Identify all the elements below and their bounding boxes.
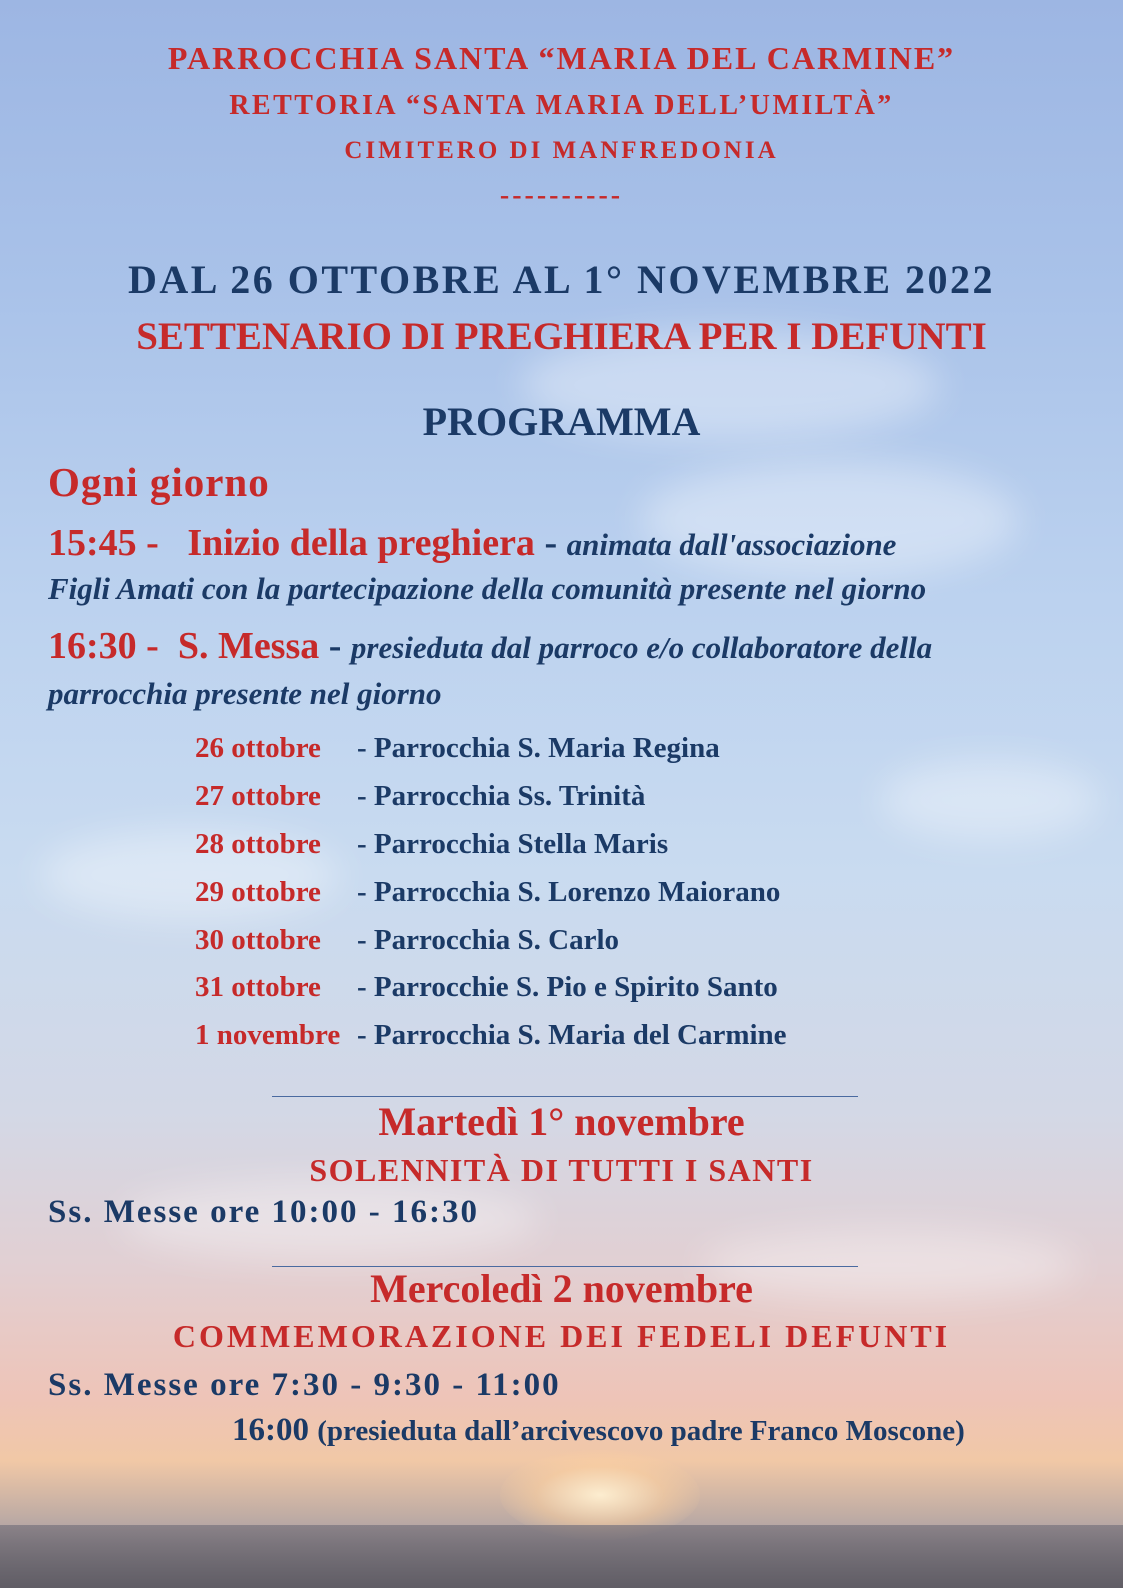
- prayer-description: animata dall'associazione: [566, 527, 897, 562]
- cemetery-name: CIMITERO DI MANFREDONIA: [344, 137, 779, 164]
- daily-heading: Ogni giorno: [48, 459, 270, 505]
- mass-title: S. Messa: [177, 625, 320, 667]
- schedule-parish: - Parrocchia S. Carlo: [357, 924, 620, 956]
- cloud: [880, 760, 1100, 840]
- mass-dash: -: [328, 625, 342, 667]
- mass-time: 16:30 -: [48, 625, 159, 667]
- schedule-parish: - Parrocchia Ss. Trinità: [357, 780, 646, 812]
- schedule-row: [195, 828, 668, 861]
- mass-line: [48, 624, 932, 668]
- schedule-date: 26 ottobre: [195, 732, 321, 764]
- prayer-line: [48, 521, 896, 565]
- schedule-row: [195, 971, 778, 1004]
- schedule-row: [195, 1019, 787, 1052]
- schedule-row: [195, 924, 619, 957]
- schedule-date: 27 ottobre: [195, 780, 321, 812]
- prayer-time: 15:45 -: [48, 522, 159, 564]
- prayer-dash: -: [544, 522, 558, 564]
- schedule-parish: - Parrocchia S. Maria Regina: [357, 732, 720, 764]
- nov2-day: Mercoledì 2 novembre: [370, 1266, 753, 1311]
- nov1-masses: Ss. Messe ore 10:00 - 16:30: [48, 1194, 479, 1230]
- nov2-feast: COMMEMORAZIONE DEI FEDELI DEFUNTI: [172, 1318, 951, 1354]
- schedule-date: 31 ottobre: [195, 971, 321, 1003]
- prayer-title: Inizio della preghiera: [187, 522, 535, 564]
- schedule-row: [195, 780, 645, 813]
- mass-description-cont: parrocchia presente nel giorno: [48, 676, 442, 711]
- schedule-parish: - Parrocchia S. Maria del Carmine: [357, 1019, 787, 1051]
- schedule-date: 1 novembre: [195, 1019, 341, 1051]
- header-separator: ----------: [499, 180, 624, 211]
- schedule-parish: - Parrocchia Stella Maris: [357, 828, 669, 860]
- nov2-evening-note: (presieduta dall’arcivescovo padre Franco Moscone): [317, 1415, 965, 1447]
- nov2-evening-mass: [232, 1412, 965, 1449]
- schedule-date: 29 ottobre: [195, 876, 321, 908]
- schedule-parish: - Parrocchie S. Pio e Spirito Santo: [357, 971, 778, 1003]
- nov1-feast: SOLENNITÀ DI TUTTI I SANTI: [309, 1152, 814, 1188]
- schedule-date: 28 ottobre: [195, 828, 321, 860]
- horizon: [0, 1525, 1123, 1588]
- programme-heading: PROGRAMMA: [422, 399, 701, 444]
- event-title: SETTENARIO DI PREGHIERA PER I DEFUNTI: [136, 315, 987, 358]
- divider: [272, 1096, 858, 1097]
- event-dates: DAL 26 OTTOBRE AL 1° NOVEMBRE 2022: [127, 257, 996, 302]
- prayer-description-cont: Figli Amati con la partecipazione della comunità presente nel giorno: [48, 571, 927, 606]
- nov2-evening-time: 16:00: [232, 1412, 309, 1448]
- nov2-masses: Ss. Messe ore 7:30 - 9:30 - 11:00: [48, 1367, 561, 1403]
- parish-name: PARROCCHIA SANTA “MARIA DEL CARMINE”: [167, 40, 956, 76]
- schedule-row: [195, 876, 780, 909]
- schedule-row: [195, 732, 720, 765]
- schedule-parish: - Parrocchia S. Lorenzo Maiorano: [357, 876, 781, 908]
- nov1-day: Martedì 1° novembre: [378, 1099, 745, 1144]
- schedule-date: 30 ottobre: [195, 924, 321, 956]
- rectory-name: RETTORIA “SANTA MARIA DELL’UMILTÀ”: [229, 90, 894, 121]
- mass-description: presieduta dal parroco e/o collaboratore della: [350, 630, 933, 665]
